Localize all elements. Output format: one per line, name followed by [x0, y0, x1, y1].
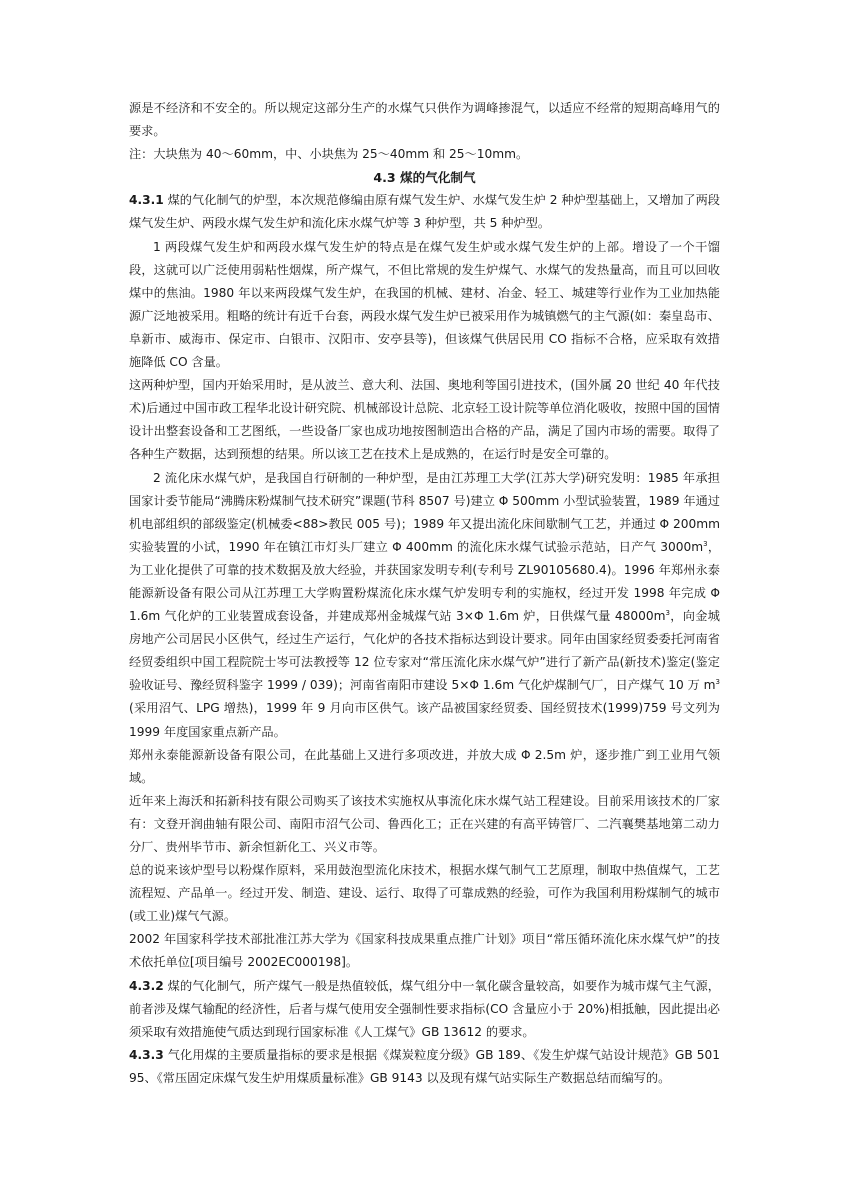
clause-text: 煤的气化制气，所产煤气一般是热值较低，煤气组分中一氧化碳含量较高，如要作为城市煤气主气源，前者涉及煤气输配的经济性，后者与煤气使用安全强制性要求指标(CO 含量应小于 20%)相抵触，因此提出必须采取有效措施使气质达到现行国家标准《人工煤气》GB 13612 的要求。	[129, 978, 720, 1039]
clause-number: 4.3.2	[129, 978, 164, 993]
clause-4-3-1	[129, 189, 720, 235]
superscript: 3	[703, 539, 708, 548]
text-run: ，为工业化提供了可靠的技术数据及放大经验，并获国家发明专利(专利号 ZL90105680.4)。1996 年郑州永泰能源新设备有限公司从江苏理工大学购置粉煤流化床水煤气炉发明专利的实施权，经过开发 1998 年完成 Φ 1.6m 气化炉的工业装置成套设备，并建成郑州金城煤气站 3×Φ 1.6m 炉，日供煤气量 48000m	[129, 539, 721, 624]
paragraph-zhengzhou-yongtai: 郑州永泰能源新设备有限公司，在此基础上又进行多项改进，并放大成 Φ 2.5m 炉，逐步推广到工业用气领域。	[129, 747, 720, 785]
note-paragraph: 注：大块焦为 40～60mm，中、小块焦为 25～40mm 和 25～10mm。	[129, 147, 529, 162]
clause-text: 煤的气化制气的炉型，本次规范修编由原有煤气发生炉、水煤气发生炉 2 种炉型基础上，又增加了两段煤气发生炉、两段水煤气发生炉和流化床水煤气炉等 3 种炉型，共 5 种炉型。	[129, 193, 720, 231]
text-run: 2 流化床水煤气炉，是我国自行研制的一种炉型，是由江苏理工大学(江苏大学)研究发明：1985 年承担国家计委节能局“沸腾床粉煤制气技术研究”课题(节科 8507 号)建立 Φ 500mm 小型试验装置，1989 年通过机电部组织的部级鉴定(机械委<88>教民 005 号)；1989 年又提出流化床间歇制气工艺，并通过 Φ 200mm 实验装置的小试，1990 年在镇江市灯头厂建立 Φ 400mm 的流化床水煤气试验示范站，日产气 3000m	[129, 470, 720, 554]
continuation-paragraph: 源是不经济和不安全的。所以规定这部分生产的水煤气只供作为调峰掺混气，以适应不经常的短期高峰用气的要求。	[129, 101, 720, 139]
paragraph-2002-program: 2002 年国家科学技术部批准江苏大学为《国家科技成果重点推广计划》项目“常压循环流化床水煤气炉”的技术依托单位[项目编号 2002EC000198]。	[129, 932, 720, 970]
text-run: ，向金城房地产公司居民小区供气，经过生产运行，气化炉的各技术指标达到设计要求。同年由国家经贸委委托河南省经贸委组织中国工程院院士岑可法教授等 12 位专家对“常压流化床水煤气炉”进行了新产品(新技术)鉴定(鉴定验收证号、豫经贸科鉴字 1999 / 039)；河南省南阳市建设 5×Φ 1.6m 气化炉煤制气厂，日产煤气 10 万 m	[129, 609, 720, 693]
clause-4-3-3	[129, 1044, 720, 1090]
section-heading: 4.3 煤的气化制气	[373, 170, 476, 186]
paragraph-two-stage-gasifier: 1 两段煤气发生炉和两段水煤气发生炉的特点是在煤气发生炉或水煤气发生炉的上部。增设了一个干馏段，这就可以广泛使用弱粘性烟煤，所产煤气，不但比常规的发生炉煤气、水煤气的发热量高，而且可以回收煤中的焦油。1980 年以来两段煤气发生炉，在我国的机械、建材、冶金、轻工、城建等行业作为工业加热能源广泛地被采用。粗略的统计有近千台套，两段水煤气发生炉已被采用作为城镇燃气的主气源(如：秦皇岛市、阜新市、威海市、保定市、白银市、汉阳市、安亭县等)，但该煤气供居民用 CO 指标不合格，应采取有效措施降低 CO 含量。	[129, 239, 720, 370]
paragraph-summary: 总的说来该炉型号以粉煤作原料，采用鼓泡型流化床技术，根据水煤气制气工艺原理，制取中热值煤气，工艺流程短、产品单一。经过开发、制造、建设、运行、取得了可靠成熟的经验，可作为我国利用粉煤制气的城市(或工业)煤气气源。	[129, 863, 720, 924]
text-run: (采用沼气、LPG 增热)，1999 年 9 月向市区供气。该产品被国家经贸委、国经贸技术(1999)759 号文列为 1999 年度国家重点新产品。	[129, 701, 720, 739]
paragraph-fluidized-bed	[129, 467, 720, 744]
clause-number: 4.3.3	[129, 1047, 164, 1062]
clause-number: 4.3.1	[129, 193, 164, 208]
superscript: 3	[665, 609, 670, 617]
paragraph-shanghai-wohe: 近年来上海沃和拓新科技有限公司购买了该技术实施权从事流化床水煤气站工程建设。目前采用该技术的厂家有：文登开润曲轴有限公司、南阳市沼气公司、鲁西化工；正在兴建的有高平铸管厂、二汽襄樊基地第二动力分厂、贵州毕节市、新余恒新化工、兴义市等。	[129, 793, 720, 854]
paragraph-technology-import: 这两种炉型，国内开始采用时，是从波兰、意大利、法国、奥地利等国引进技术，(国外属 20 世纪 40 年代技术)后通过中国市政工程华北设计研究院、机械部设计总院、北京轻工设计院等单位消化吸收，按照中国的国情设计出整套设备和工艺图纸，一些设备厂家也成功地按图制造出合格的产品，满足了国内市场的需要。取得了各种生产数据，达到预想的结果。所以该工艺在技术上是成熟的，在运行时是安全可靠的。	[129, 378, 720, 462]
superscript: 3	[715, 678, 720, 687]
clause-text: 气化用煤的主要质量指标的要求是根据《煤炭粒度分级》GB 189、《发生炉煤气站设计规范》GB 50195、《常压固定床煤气发生炉用煤质量标准》GB 9143 以及现有煤气站实际生产数据总结而编写的。	[129, 1047, 720, 1085]
clause-4-3-2	[129, 975, 720, 1044]
